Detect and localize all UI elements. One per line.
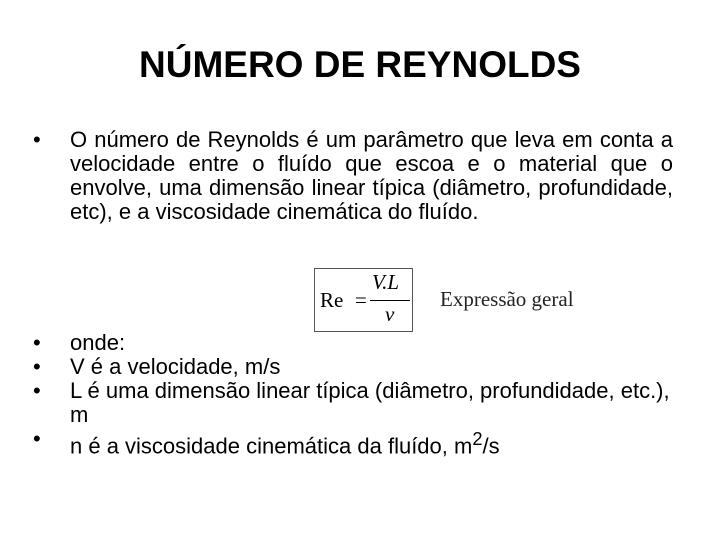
intro-text: O número de Reynolds é um parâmetro que leva em conta a velocidade entre o fluído que escoa e o material que o envolve, uma dimensão linear típica (diâmetro, profundidade, etc), e a viscosidade cinemática do fluído.	[70, 127, 673, 224]
formula-equals: =	[355, 288, 367, 312]
reynolds-formula	[314, 268, 413, 332]
formula-caption: Expressão geral	[440, 287, 574, 311]
definition-main: n é a viscosidade cinemática da fluído, m	[70, 433, 473, 459]
list-item	[33, 379, 673, 427]
definition-text: onde:	[70, 330, 126, 355]
formula-denominator: ν	[385, 302, 395, 326]
definition-text: V é a velocidade, m/s	[70, 354, 281, 379]
list-item	[33, 427, 673, 458]
bullet-icon: •	[33, 354, 41, 379]
intro-paragraph	[33, 128, 673, 224]
bullet-icon: •	[33, 426, 41, 451]
unit-exponent: 2	[472, 428, 483, 449]
bullet-icon: •	[33, 330, 41, 355]
fraction-bar	[370, 300, 410, 301]
bullet-icon: •	[33, 378, 41, 403]
bullet-icon: •	[33, 127, 41, 152]
slide-title: NÚMERO DE REYNOLDS	[139, 44, 581, 85]
formula-numerator: V.L	[372, 270, 400, 294]
list-item	[33, 355, 673, 379]
formula-lhs: Re	[320, 288, 344, 312]
definition-text	[70, 427, 673, 458]
definition-unit-tail: /s	[482, 433, 500, 459]
definition-text: L é uma dimensão linear típica (diâmetro, profundidade, etc.), m	[70, 378, 670, 427]
definitions-list	[33, 331, 673, 458]
list-item	[33, 331, 673, 355]
